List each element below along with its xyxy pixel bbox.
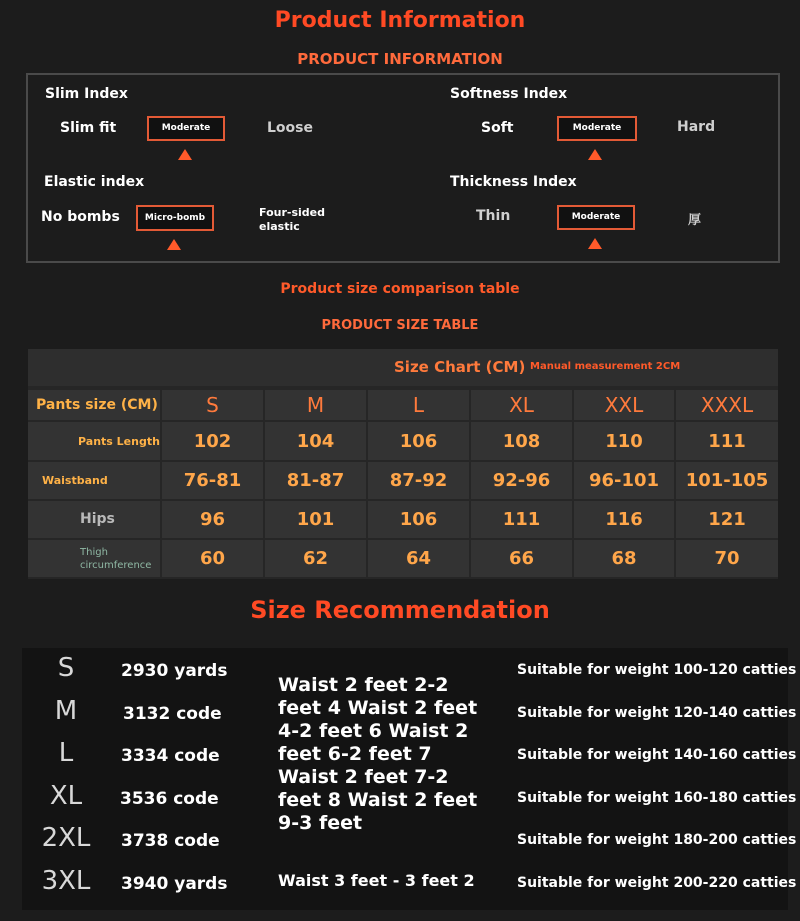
rec-size-label: XL [49, 781, 83, 811]
waist-line: 9-3 feet [278, 812, 363, 834]
size-chart-note: Manual measurement 2CM [530, 361, 681, 372]
rec-weight: Suitable for weight 160-180 catties [517, 790, 797, 806]
table-cell: 66 [471, 540, 572, 577]
table-cell: 96 [162, 501, 263, 538]
rec-code: 3132 code [123, 704, 222, 724]
softness-index-pointer-icon [588, 149, 602, 160]
rec-weight: Suitable for weight 200-220 catties [517, 875, 797, 891]
table-cell: 68 [574, 540, 674, 577]
waist-line: 4-2 feet 6 Waist 2 [278, 720, 469, 742]
table-cell: 110 [574, 422, 674, 460]
waist-range-last: Waist 3 feet - 3 feet 2 [278, 871, 475, 890]
rec-size-label: M [54, 696, 78, 726]
table-cell: 108 [471, 422, 572, 460]
table-cell: 111 [471, 501, 572, 538]
size-header-label: Pants size (CM) [28, 390, 160, 420]
size-header-cell: XXL [574, 390, 674, 420]
elastic-index-right-label: Four-sided elastic [259, 206, 325, 233]
table-cell: 101 [265, 501, 366, 538]
size-section-subtitle: PRODUCT SIZE TABLE [321, 318, 479, 333]
waist-range-text [278, 674, 488, 835]
waist-range-lines [278, 674, 488, 835]
table-cell: 101-105 [676, 462, 778, 499]
table-cell: 104 [265, 422, 366, 460]
rec-size-label: 2XL [41, 823, 91, 853]
recommendation-title: Size Recommendation [250, 596, 550, 624]
size-header-cell: M [265, 390, 366, 420]
rec-size-label: 3XL [41, 866, 91, 896]
waist-line: Waist 2 feet 2-2 [278, 674, 449, 696]
elastic-index-title: Elastic index [44, 174, 145, 190]
slim-index-left-label: Slim fit [60, 120, 117, 136]
rec-size-label: L [58, 738, 74, 768]
table-cell: 81-87 [265, 462, 366, 499]
table-cell: 96-101 [574, 462, 674, 499]
row-label: Hips [28, 501, 160, 538]
page-subtitle: PRODUCT INFORMATION [297, 50, 503, 68]
slim-index-right-label: Loose [267, 120, 313, 136]
table-cell: 62 [265, 540, 366, 577]
thickness-index-left-label: Thin [476, 208, 511, 224]
table-cell: 121 [676, 501, 778, 538]
elastic-index-pointer-icon [167, 239, 181, 250]
size-header-cell: XXXL [676, 390, 778, 420]
waist-line: feet 8 Waist 2 feet [278, 789, 478, 811]
slim-index-title: Slim Index [45, 86, 128, 102]
rec-code: 3334 code [121, 746, 220, 766]
table-cell: 111 [676, 422, 778, 460]
slim-index-marker-box: Moderate [147, 116, 225, 141]
rec-weight: Suitable for weight 140-160 catties [517, 747, 797, 763]
table-cell: 106 [368, 501, 469, 538]
rec-code: 3940 yards [121, 874, 228, 894]
table-cell: 102 [162, 422, 263, 460]
slim-index-pointer-icon [178, 149, 192, 160]
softness-index-marker-box: Moderate [557, 116, 637, 141]
product-info-panel [26, 73, 780, 263]
table-cell: 60 [162, 540, 263, 577]
rec-weight: Suitable for weight 180-200 catties [517, 832, 797, 848]
size-header-cell: XL [471, 390, 572, 420]
rec-size-label: S [57, 653, 75, 683]
elastic-index-left-label: No bombs [41, 209, 120, 225]
size-table [28, 349, 778, 579]
row-label: Waistband [28, 462, 160, 499]
thickness-index-right-label: 厚 [688, 213, 702, 228]
size-section-title: Product size comparison table [280, 281, 520, 297]
softness-index-left-label: Soft [481, 120, 514, 136]
table-cell: 92-96 [471, 462, 572, 499]
row-label: Thigh circumference [28, 540, 160, 577]
rec-weight: Suitable for weight 100-120 catties [517, 662, 797, 678]
size-chart-title: Size Chart (CM) [394, 358, 526, 376]
table-cell: 64 [368, 540, 469, 577]
page-title: Product Information [274, 8, 526, 33]
table-cell: 87-92 [368, 462, 469, 499]
size-header-cell: L [368, 390, 469, 420]
thickness-index-marker-box: Moderate [557, 205, 635, 230]
rec-weight: Suitable for weight 120-140 catties [517, 705, 797, 721]
table-cell: 76-81 [162, 462, 263, 499]
size-header-cell: S [162, 390, 263, 420]
table-cell: 70 [676, 540, 778, 577]
row-label: Pants Length [28, 422, 160, 460]
table-cell: 116 [574, 501, 674, 538]
table-cell: 106 [368, 422, 469, 460]
softness-index-title: Softness Index [450, 86, 568, 102]
waist-line: Waist 2 feet 7-2 [278, 766, 449, 788]
thickness-index-title: Thickness Index [450, 174, 577, 190]
thickness-index-pointer-icon [588, 238, 602, 249]
rec-code: 3738 code [121, 831, 220, 851]
elastic-index-marker-box: Micro-bomb [136, 205, 214, 231]
rec-code: 3536 code [120, 789, 219, 809]
softness-index-right-label: Hard [677, 119, 716, 135]
waist-line: feet 6-2 feet 7 [278, 743, 432, 765]
waist-line: feet 4 Waist 2 feet [278, 697, 478, 719]
rec-code: 2930 yards [121, 661, 228, 681]
